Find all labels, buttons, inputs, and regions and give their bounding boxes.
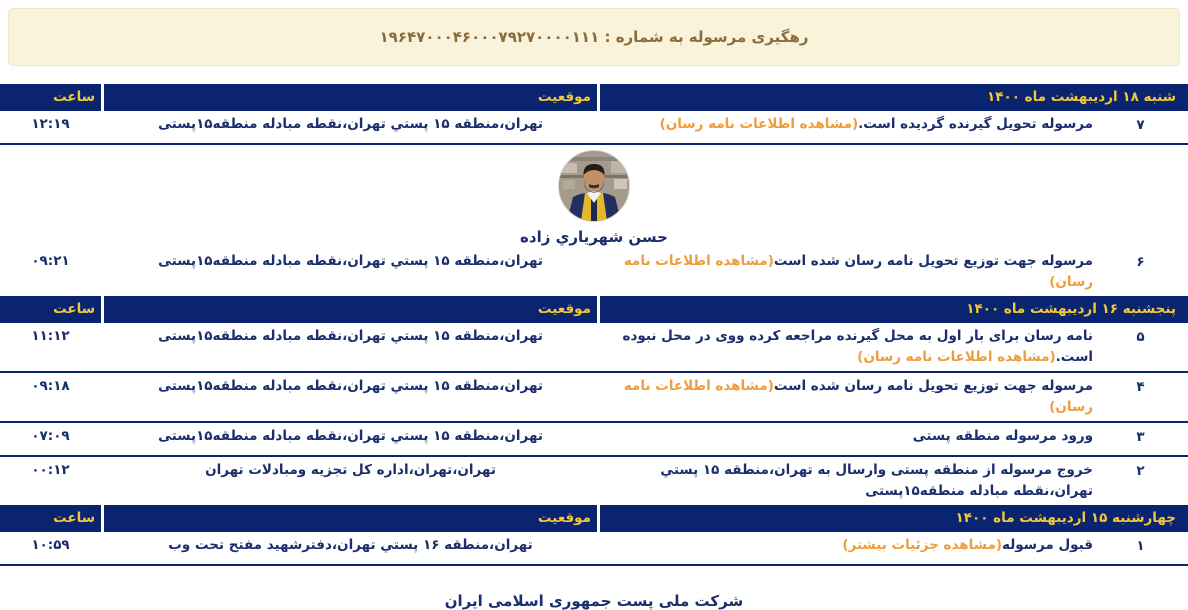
row-location: تهران،منطقه ۱۶ پستي تهران،دفترشهید مفتح تحت وب [168,537,533,553]
row-number: ۷ [1136,117,1145,133]
status-text: قبول مرسوله [1002,537,1093,553]
row-time: ۰۹:۲۱ [31,253,70,269]
tracking-table-day-1 [0,84,1188,296]
time-header: ساعت [0,296,101,323]
row-time: ۰۷:۰۹ [31,428,70,444]
row-location: تهران،منطقه ۱۵ پستي تهران،نقطه مبادله منطقه۱۵پستی [158,253,543,269]
table-header-row [0,84,1188,111]
date-header: چهارشنبه ۱۵ اردیبهشت ماه ۱۴۰۰ [600,505,1188,532]
row-number: ۵ [1136,329,1145,345]
details-link[interactable]: (مشاهده اطلاعات نامه رسان) [659,116,859,132]
carrier-photo [558,150,630,222]
table-row [0,323,1188,373]
row-description-cell [600,426,1188,447]
status-text: ورود مرسوله منطقه پستی [912,428,1093,444]
details-link[interactable]: (مشاهده اطلاعات نامه رسان) [623,253,1093,290]
row-description-cell [600,114,1188,135]
row-number: ۴ [1136,379,1145,395]
row-description [600,426,1093,447]
date-header: شنبه ۱۸ اردیبهشت ماه ۱۴۰۰ [600,84,1188,111]
row-description-cell [600,376,1188,418]
row-description-cell [600,535,1188,556]
row-location: تهران،منطقه ۱۵ پستي تهران،نقطه مبادله منطقه۱۵پستی [158,328,543,344]
table-row [0,373,1188,423]
row-description-cell [600,326,1188,368]
table-row [0,111,1188,145]
table-row [0,248,1188,296]
row-time: ۱۲:۱۹ [31,116,70,132]
company-footer: شرکت ملی پست جمهوری اسلامی ایران [444,592,744,610]
row-description-cell [600,460,1188,502]
row-description [600,535,1093,556]
postman-photo-image [559,151,629,221]
details-link[interactable]: (مشاهده اطلاعات نامه رسان) [623,378,1093,415]
table-row [0,423,1188,457]
status-text: مرسوله تحویل گیرنده گردیده است. [858,116,1093,132]
row-description [600,326,1093,368]
row-description [600,460,1093,502]
table-body [0,111,1188,296]
table-row [0,457,1188,505]
row-time: ۰۰:۱۲ [31,462,70,478]
row-number: ۲ [1136,463,1145,479]
row-location: تهران،منطقه ۱۵ پستي تهران،نقطه مبادله منطقه۱۵پستی [158,428,543,444]
location-header: موقعیت [104,84,597,111]
tracking-table-day-3 [0,505,1188,566]
carrier-info-row [0,145,1188,248]
table-row [0,532,1188,566]
row-number: ۳ [1136,429,1145,445]
row-time: ۰۹:۱۸ [31,378,70,394]
row-location: تهران،منطقه ۱۵ پستي تهران،نقطه مبادله منطقه۱۵پستی [158,378,543,394]
carrier-name: حسن شهریاري زاده [520,228,668,246]
row-location: تهران،منطقه ۱۵ پستي تهران،نقطه مبادله منطقه۱۵پستی [158,116,543,132]
location-header: موقعیت [104,296,597,323]
row-time: ۱۱:۱۲ [31,328,70,344]
row-number: ۶ [1136,254,1145,270]
table-body [0,532,1188,566]
row-time: ۱۰:۵۹ [31,537,70,553]
date-header: پنجشنبه ۱۶ اردیبهشت ماه ۱۴۰۰ [600,296,1188,323]
table-header-row [0,296,1188,323]
row-number: ۱ [1136,538,1145,554]
row-location: تهران،تهران،اداره کل تجزیه ومبادلات تهران [205,462,496,478]
tracking-banner-text: رهگیری مرسوله به شماره : ۱۹۶۴۷۰۰۰۴۶۰۰۰۷۹۲۷۰۰۰۰۱۱۱ [379,28,809,46]
tracking-table-day-2 [0,296,1188,505]
row-description [600,251,1093,293]
tracking-banner [8,8,1180,66]
table-body [0,323,1188,505]
row-description-cell [600,251,1188,293]
details-link[interactable]: (مشاهده اطلاعات نامه رسان) [857,349,1056,365]
status-text: خروج مرسوله از منطقه پستی وارسال به تهران،منطقه ۱۵ پستي تهران،نقطه مبادله منطقه۱۵پستی [660,462,1093,499]
row-description [600,114,1093,135]
table-header-row [0,505,1188,532]
location-header: موقعیت [104,505,597,532]
details-link[interactable]: (مشاهده جزئیات بیشتر) [842,537,1003,553]
time-header: ساعت [0,84,101,111]
status-text: نامه رسان برای بار اول به محل گیرنده مراجعه کرده ووی در محل نبوده است. [622,328,1093,365]
time-header: ساعت [0,505,101,532]
status-text: مرسوله جهت توزیع تحویل نامه رسان شده است [773,378,1093,394]
row-description [600,376,1093,418]
status-text: مرسوله جهت توزیع تحویل نامه رسان شده است [773,253,1093,269]
